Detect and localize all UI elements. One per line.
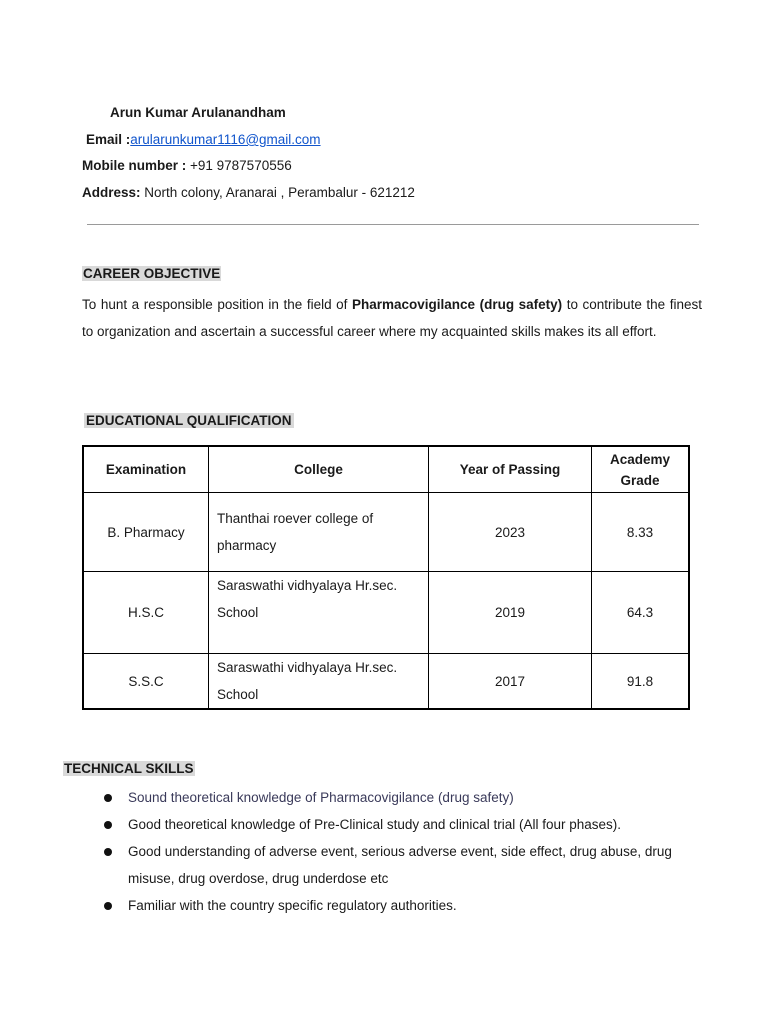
cell-exam: B. Pharmacy (83, 493, 209, 572)
cell-college: Thanthai roever college of pharmacy (209, 493, 429, 572)
column-header-examination: Examination (83, 446, 209, 493)
mobile-value: +91 9787570556 (186, 158, 292, 173)
list-item (100, 811, 705, 838)
cell-year: 2019 (429, 572, 592, 654)
table-header-row (83, 446, 689, 493)
table-row (83, 572, 689, 654)
mobile-label: Mobile number : (82, 158, 187, 173)
cell-exam: H.S.C (83, 572, 209, 654)
email-link[interactable]: arularunkumar1116@gmail.com (130, 132, 321, 147)
skill-text: Sound theoretical knowledge of Pharmacovigilance (drug safety) (128, 790, 514, 805)
candidate-name: Arun Kumar Arulanandham (110, 105, 286, 120)
cell-college: Saraswathi vidhyalaya Hr.sec. School (209, 572, 429, 654)
cell-exam: S.S.C (83, 654, 209, 710)
column-header-college: College (209, 446, 429, 493)
address-value: North colony, Aranarai , Perambalur - 621212 (140, 185, 415, 200)
list-item (100, 892, 705, 919)
education-heading: EDUCATIONAL QUALIFICATION (86, 413, 292, 428)
table-row (83, 654, 689, 710)
education-table (82, 445, 690, 710)
skill-text: Good understanding of adverse event, serious adverse event, side effect, drug abuse, drug misuse, drug overdose, drug underdose etc (128, 844, 672, 886)
address-line (82, 185, 415, 200)
column-header-grade: Academy Grade (592, 446, 690, 493)
bullet-icon (104, 794, 112, 802)
objective-text-start: To hunt a responsible position in the field of (82, 297, 352, 312)
bullet-icon (104, 902, 112, 910)
email-label: Email : (86, 132, 131, 147)
address-label: Address: (82, 185, 141, 200)
cell-grade: 91.8 (592, 654, 690, 710)
column-header-year: Year of Passing (429, 446, 592, 493)
cell-college: Saraswathi vidhyalaya Hr.sec. School (209, 654, 429, 710)
skill-text: Familiar with the country specific regulatory authorities. (128, 898, 457, 913)
cell-year: 2017 (429, 654, 592, 710)
career-objective-heading: CAREER OBJECTIVE (83, 266, 221, 281)
objective-text-end: to contribute the finest to organization and ascertain a successful career where my acquainted skills makes its all effort. (82, 297, 702, 339)
list-item (100, 838, 705, 892)
email-line (86, 132, 321, 147)
header-divider (87, 224, 699, 225)
mobile-line (82, 158, 292, 173)
objective-text-bold: Pharmacovigilance (drug safety) (351, 297, 563, 312)
bullet-icon (104, 821, 112, 829)
skills-list (100, 784, 705, 919)
table-row (83, 493, 689, 572)
cell-year: 2023 (429, 493, 592, 572)
bullet-icon (104, 848, 112, 856)
cell-grade: 64.3 (592, 572, 690, 654)
list-item (100, 784, 705, 811)
career-objective-text (82, 291, 702, 345)
technical-skills-heading: TECHNICAL SKILLS (64, 761, 194, 776)
cell-grade: 8.33 (592, 493, 690, 572)
skill-text: Good theoretical knowledge of Pre-Clinical study and clinical trial (All four phases). (128, 817, 621, 832)
